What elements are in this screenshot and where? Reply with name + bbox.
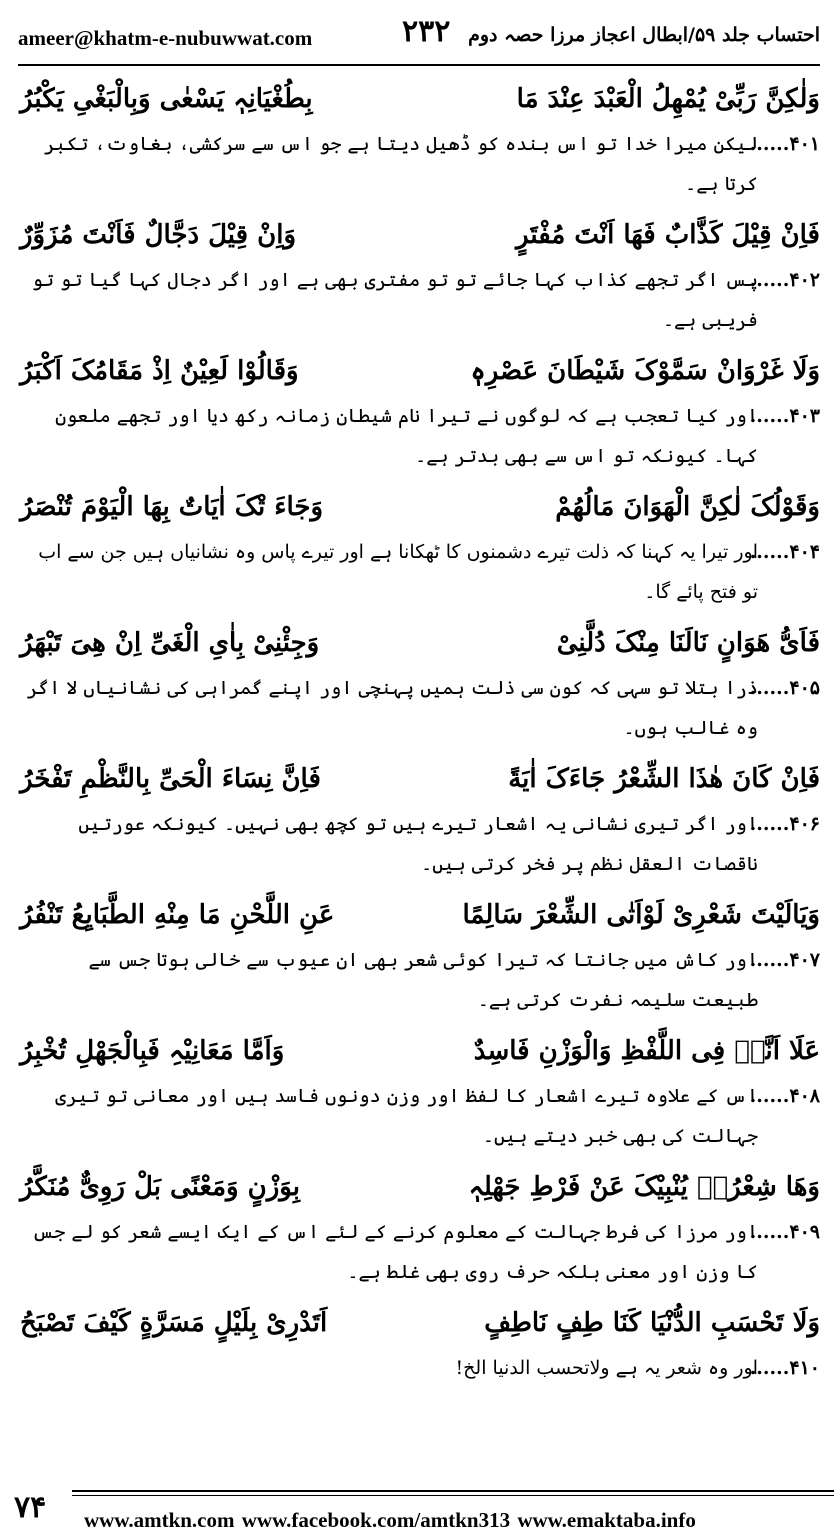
arabic-verse — [20, 1026, 820, 1076]
verse-first-hemistich: عَلَا اَنَّہٗ فِی اللَّفْظِ وَالْوَزْنِ فَاسِدٌ — [473, 1035, 820, 1066]
arabic-verse — [20, 1162, 820, 1212]
arabic-verse — [20, 1298, 820, 1348]
verse-number: ۴۰۳...... — [749, 405, 820, 427]
verse-entry — [20, 482, 820, 612]
verse-first-hemistich: وَلَا تَحْسَبِ الدُّنْیَا کَنَا طِفٍ نَاطِفٍ — [484, 1307, 820, 1338]
verse-number: ۴۰۸...... — [749, 1085, 820, 1107]
arabic-verse — [20, 346, 820, 396]
verse-first-hemistich: وَلَا غَرْوَانْ سَمَّوْکَ شَیْطَانَ عَصْرِہٖ — [470, 355, 820, 386]
verse-first-hemistich: وَلٰکِنَّ رَبِّیْ یُمْهِلُ الْعَبْدَ عِنْدَ مَا — [516, 83, 820, 114]
arabic-verse — [20, 890, 820, 940]
translation-text: ذرا بتلا تو سہی کہ کون سی ذلت ہمیں پہنچی اور اپنے گمراہی کی نشانیاں لا اگر وہ غالب ہوں۔ — [26, 677, 758, 739]
urdu-translation — [20, 668, 820, 748]
urdu-translation — [20, 804, 820, 884]
urdu-translation — [20, 532, 820, 612]
verse-entry — [20, 754, 820, 884]
verse-number: ۴۰۶...... — [749, 813, 820, 835]
urdu-translation — [20, 1212, 820, 1292]
verse-entry — [20, 1026, 820, 1156]
verse-first-hemistich: فَاِنْ کَانَ هٰذَا الشِّعْرُ جَاءَکَ اٰیَةً — [508, 763, 820, 794]
verse-second-hemistich: وَاَمَّا مَعَانِیْہِ فَبِالْجَهْلِ تُخْبِرُ — [20, 1035, 285, 1066]
verse-first-hemistich: وَقَوْلُکَ لٰکِنَّ الْهَوَانَ مَالُهُمْ — [555, 491, 820, 522]
verse-entry — [20, 890, 820, 1020]
urdu-translation — [20, 1076, 820, 1156]
header-page-number: ۲۳۲ — [402, 14, 451, 49]
verse-first-hemistich: فَاَیُّ هَوَانٍ نَالَنَا مِنْکَ دُلَّنِیْ — [556, 627, 820, 658]
arabic-verse — [20, 74, 820, 124]
arabic-verse — [20, 618, 820, 668]
verse-second-hemistich: وَقَالُوْا لَعِیْنٌ اِذْ مَقَامُکَ اَکْبَرُ — [20, 355, 299, 386]
translation-text: اور کیا تعجب ہے کہ لوگوں نے تیرا نام شیطان زمانہ رکھ دیا اور تجھے ملعون کہا۔ کیونکہ تو اس سے بھی بدتر ہے۔ — [55, 405, 758, 467]
arabic-verse — [20, 754, 820, 804]
translation-text: اور اگر تیری نشانی یہ اشعار تیرے ہیں تو کچھ بھی نہیں۔ کیونکہ عورتیں ناقصات العقل نظم پر فخر کرتی ہیں۔ — [78, 813, 758, 875]
verse-first-hemistich: وَیَالَیْتَ شَعْرِیْ لَوْاَتٰی الشِّعْرَ سَالِمًا — [462, 899, 820, 930]
verse-entry — [20, 210, 820, 340]
translation-text: اس کے علاوہ تیرے اشعار کا لفظ اور وزن دونوں فاسد ہیں اور معانی تو تیری جہالت کی بھی خبر دیتے ہیں۔ — [55, 1085, 758, 1147]
verse-second-hemistich: فَاِنَّ نِسَاءَ الْحَیِّ بِالنَّظْمِ تَفْخَرُ — [20, 763, 321, 794]
verse-number: ۴۱۰...... — [749, 1357, 820, 1379]
page-header — [18, 6, 820, 64]
verse-second-hemistich: وَاِنْ قِیْلَ دَجَّالٌ فَاَنْتَ مُزَوِّرٌ — [20, 219, 297, 250]
verse-second-hemistich: وَجَاءَ تْکَ اٰیَاتٌ بِهَا الْیَوْمَ تُنْصَرُ — [20, 491, 324, 522]
verse-second-hemistich: اَتَدْرِیْ بِلَیْلٍ مَسَرَّةٍ کَیْفَ تَصْبَحُ — [20, 1307, 328, 1338]
translation-text: اور مرزا کی فرط جہالت کے معلوم کرنے کے لئے اس کے ایک ایسے شعر کو لے جس کا وزن اور معنی بلکہ حرف روی بھی غلط ہے۔ — [31, 1221, 758, 1283]
verse-first-hemistich: فَاِنْ قِیْلَ کَذَّابٌ فَهَا اَنْتَ مُفْتَرٍ — [516, 219, 820, 250]
page-footer — [0, 1482, 840, 1540]
urdu-translation — [20, 124, 820, 204]
translation-text: اور کاش میں جانتا کہ تیرا کوئی شعر بھی ان عیوب سے خالی ہوتا جس سے طبیعت سلیمہ نفرت کرتی ہے۔ — [88, 949, 758, 1011]
verse-entry — [20, 1298, 820, 1388]
verse-first-hemistich: وَهَا شِعْرُہٗ یُنْبِیْکَ عَنْ فَرْطِ جَهْلِہٖ — [468, 1171, 820, 1202]
verse-number: ۴۰۷...... — [749, 949, 820, 971]
translation-text: پس اگر تجھے کذاب کہا جائے تو تو مفتری بھی ہے اور اگر دجال کہا گیا تو تو فریبی ہے۔ — [31, 269, 758, 331]
translation-text: اور تیرا یہ کہنا کہ ذلت تیرے دشمنوں کا ٹھکانا ہے اور تیرے پاس وہ نشانیاں ہیں جن سے اب تو فتح پائے گا۔ — [38, 541, 758, 603]
verse-number: ۴۰۴...... — [749, 541, 820, 563]
translation-text: اور وہ شعر یہ ہے ولاتحسب الدنیا الخ! — [455, 1357, 758, 1379]
verse-number: ۴۰۹...... — [749, 1221, 820, 1243]
verse-number: ۴۰۱...... — [749, 133, 820, 155]
verse-second-hemistich: بِطُغْیَانِہٖ یَسْعٰی وَبِالْبَغْیِ یَکْبُرُ — [20, 83, 313, 114]
header-divider — [18, 64, 820, 66]
arabic-verse — [20, 210, 820, 260]
urdu-translation — [20, 260, 820, 340]
verse-number: ۴۰۲...... — [749, 269, 820, 291]
verse-entry — [20, 618, 820, 748]
verse-second-hemistich: عَنِ اللَّحْنِ مَا مِنْهِ الطَّبَایِعُ تَنْفُرُ — [20, 899, 335, 930]
footer-page-number: ۷۴ — [14, 1490, 47, 1525]
footer-links[interactable]: www.amtkn.com www.facebook.com/amtkn313 www.emaktaba.info — [84, 1508, 696, 1532]
verse-entry — [20, 346, 820, 476]
translation-text: لیکن میرا خدا تو اس بندہ کو ڈھیل دیتا ہے جو اس سے سرکشی، بغاوت، تکبر کرتا ہے۔ — [43, 133, 758, 195]
header-book-title: احتساب جلد ۵۹/ابطال اعجاز مرزا حصہ دوم — [468, 24, 820, 46]
arabic-verse — [20, 482, 820, 532]
footer-divider — [72, 1490, 834, 1496]
urdu-translation — [20, 940, 820, 1020]
verse-entry — [20, 1162, 820, 1292]
urdu-translation — [20, 1348, 820, 1388]
verse-number: ۴۰۵...... — [749, 677, 820, 699]
verse-second-hemistich: بِوَزْنٍ وَمَعْنًی بَلْ رَوِیٌّ مُنَکَّرُ — [20, 1171, 300, 1202]
verse-list — [20, 74, 820, 1394]
verse-entry — [20, 74, 820, 204]
header-email[interactable]: ameer@khatm-e-nubuwwat.com — [18, 26, 313, 50]
verse-second-hemistich: وَجِئْنِیْ بِاٰیِ الْغَیِّ اِنْ هِیَ تَبْهَرُ — [20, 627, 320, 658]
urdu-translation — [20, 396, 820, 476]
